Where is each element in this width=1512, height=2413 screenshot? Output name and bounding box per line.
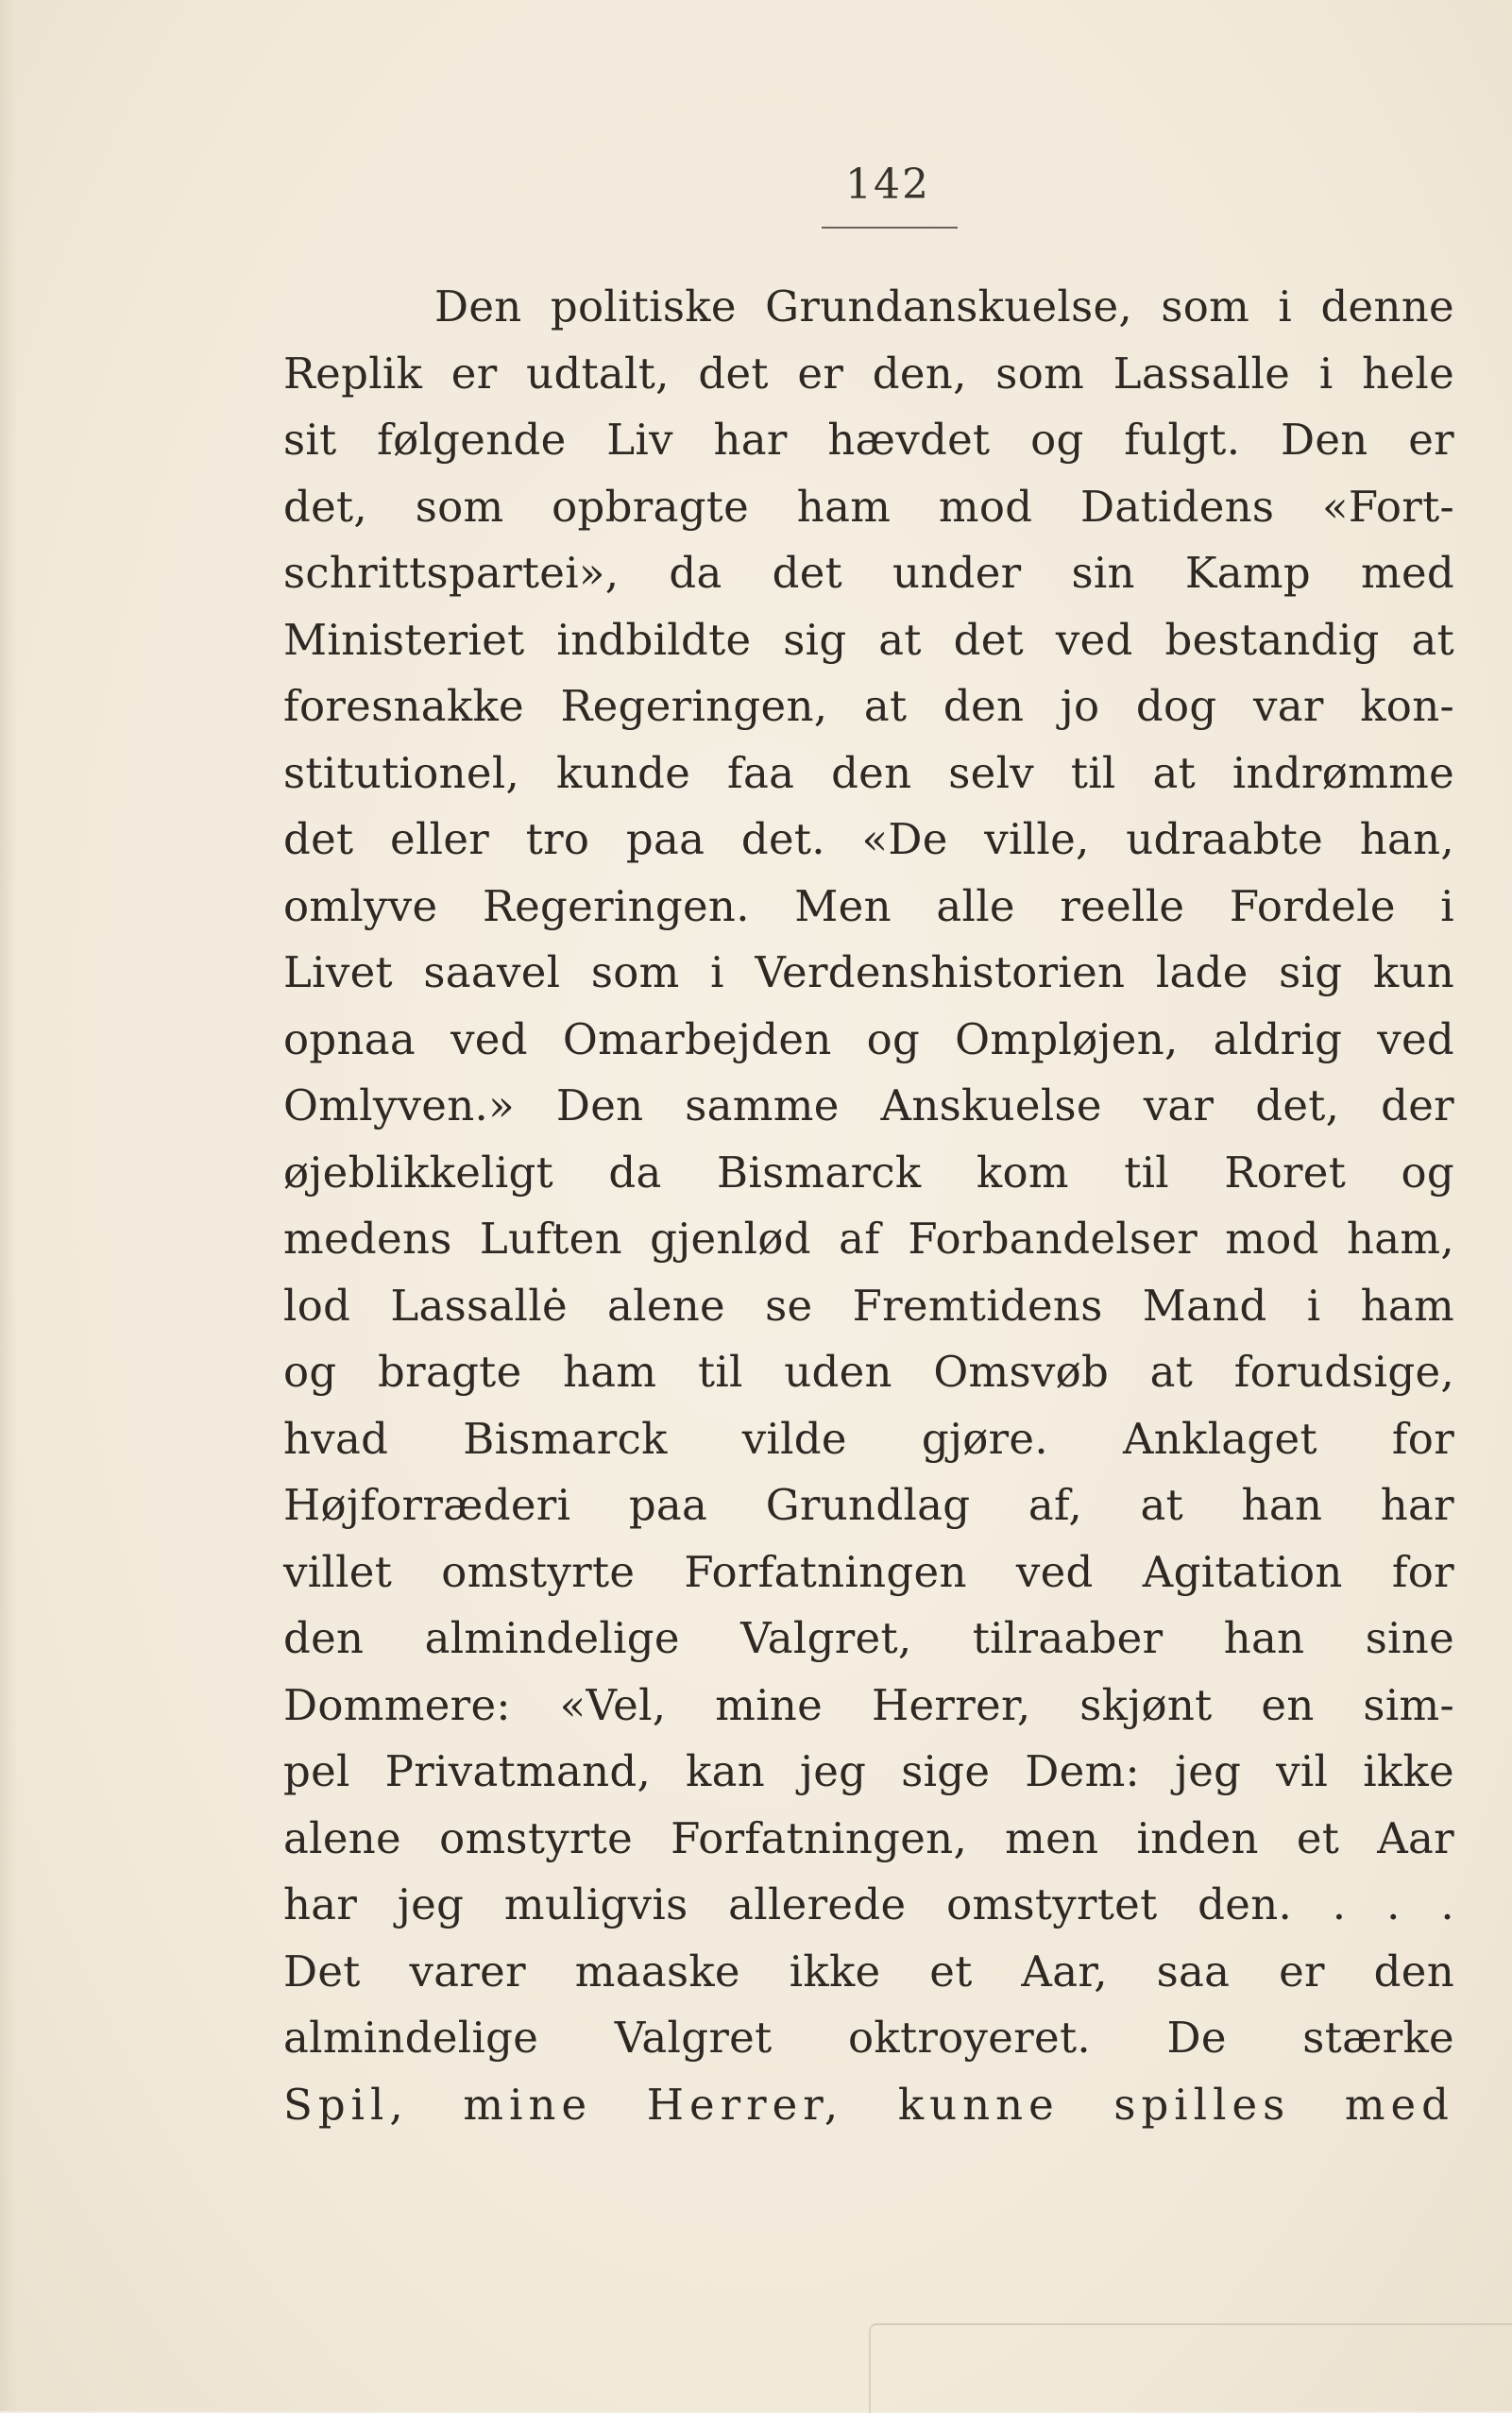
text-line: har jeg muligvis allerede omstyrtet den. . . . [283, 1879, 1454, 1929]
text-line: den almindelige Valgret, tilraaber han sine [283, 1613, 1454, 1663]
text-line: Højforræderi paa Grundlag af, at han har [283, 1480, 1454, 1530]
text-line: Omlyven.» Den samme Anskuelse var det, der [283, 1080, 1454, 1130]
text-line: Spil, mine Herrer, kunne spilles med [283, 2079, 1454, 2130]
text-line: pel Privatmand, kan jeg sige Dem: jeg vil ikke [283, 1746, 1454, 1796]
text-line: stitutionel, kunde faa den selv til at indrømme [283, 747, 1454, 798]
text-line: hvad Bismarck vilde gjøre. Anklaget for [283, 1413, 1454, 1464]
page-corner-mark [869, 2323, 1512, 2413]
text-line: det, som opbragte ham mod Datidens «Fort- [283, 481, 1454, 532]
text-line: Replik er udtalt, det er den, som Lassalle i hele [283, 348, 1454, 399]
text-line: foresnakke Regeringen, at den jo dog var kon- [283, 681, 1454, 731]
text-line: sit følgende Liv har hævdet og fulgt. Den er [283, 415, 1454, 465]
text-line: lod Lassallė alene se Fremtidens Mand i ham [283, 1280, 1454, 1331]
text-line: omlyve Regeringen. Men alle reelle Fordele i [283, 880, 1454, 931]
text-line: Det varer maaske ikke et Aar, saa er den [283, 1946, 1454, 1997]
text-line: opnaa ved Omarbejden og Ompløjen, aldrig ved [283, 1013, 1454, 1064]
text-line: medens Luften gjenlød af Forbandelser mod ham, [283, 1214, 1454, 1264]
text-line: almindelige Valgret oktroyeret. De stærke [283, 2013, 1454, 2063]
text-line: og bragte ham til uden Omsvøb at forudsige, [283, 1347, 1454, 1397]
page-edge-shadow [0, 0, 17, 2411]
body-text [283, 274, 1454, 2138]
text-line: Den politiske Grundanskuelse, som i denne [434, 281, 1454, 331]
text-line: alene omstyrte Forfatningen, men inden et Aar [283, 1812, 1454, 1863]
text-line: øjeblikkeligt da Bismarck kom til Roret og [283, 1147, 1454, 1198]
text-line: Ministeriet indbildte sig at det ved bestandig at [283, 614, 1454, 665]
page-number-rule [822, 227, 958, 229]
text-line: det eller tro paa det. «De ville, udraabte han, [283, 814, 1454, 864]
text-line: schrittspartei», da det under sin Kamp med [283, 548, 1454, 598]
page-number: 142 [845, 161, 930, 209]
text-line: Dommere: «Vel, mine Herrer, skjønt en sim- [283, 1679, 1454, 1730]
text-line: Livet saavel som i Verdenshistorien lade sig kun [283, 947, 1454, 997]
text-line: villet omstyrte Forfatningen ved Agitation for [283, 1546, 1454, 1597]
